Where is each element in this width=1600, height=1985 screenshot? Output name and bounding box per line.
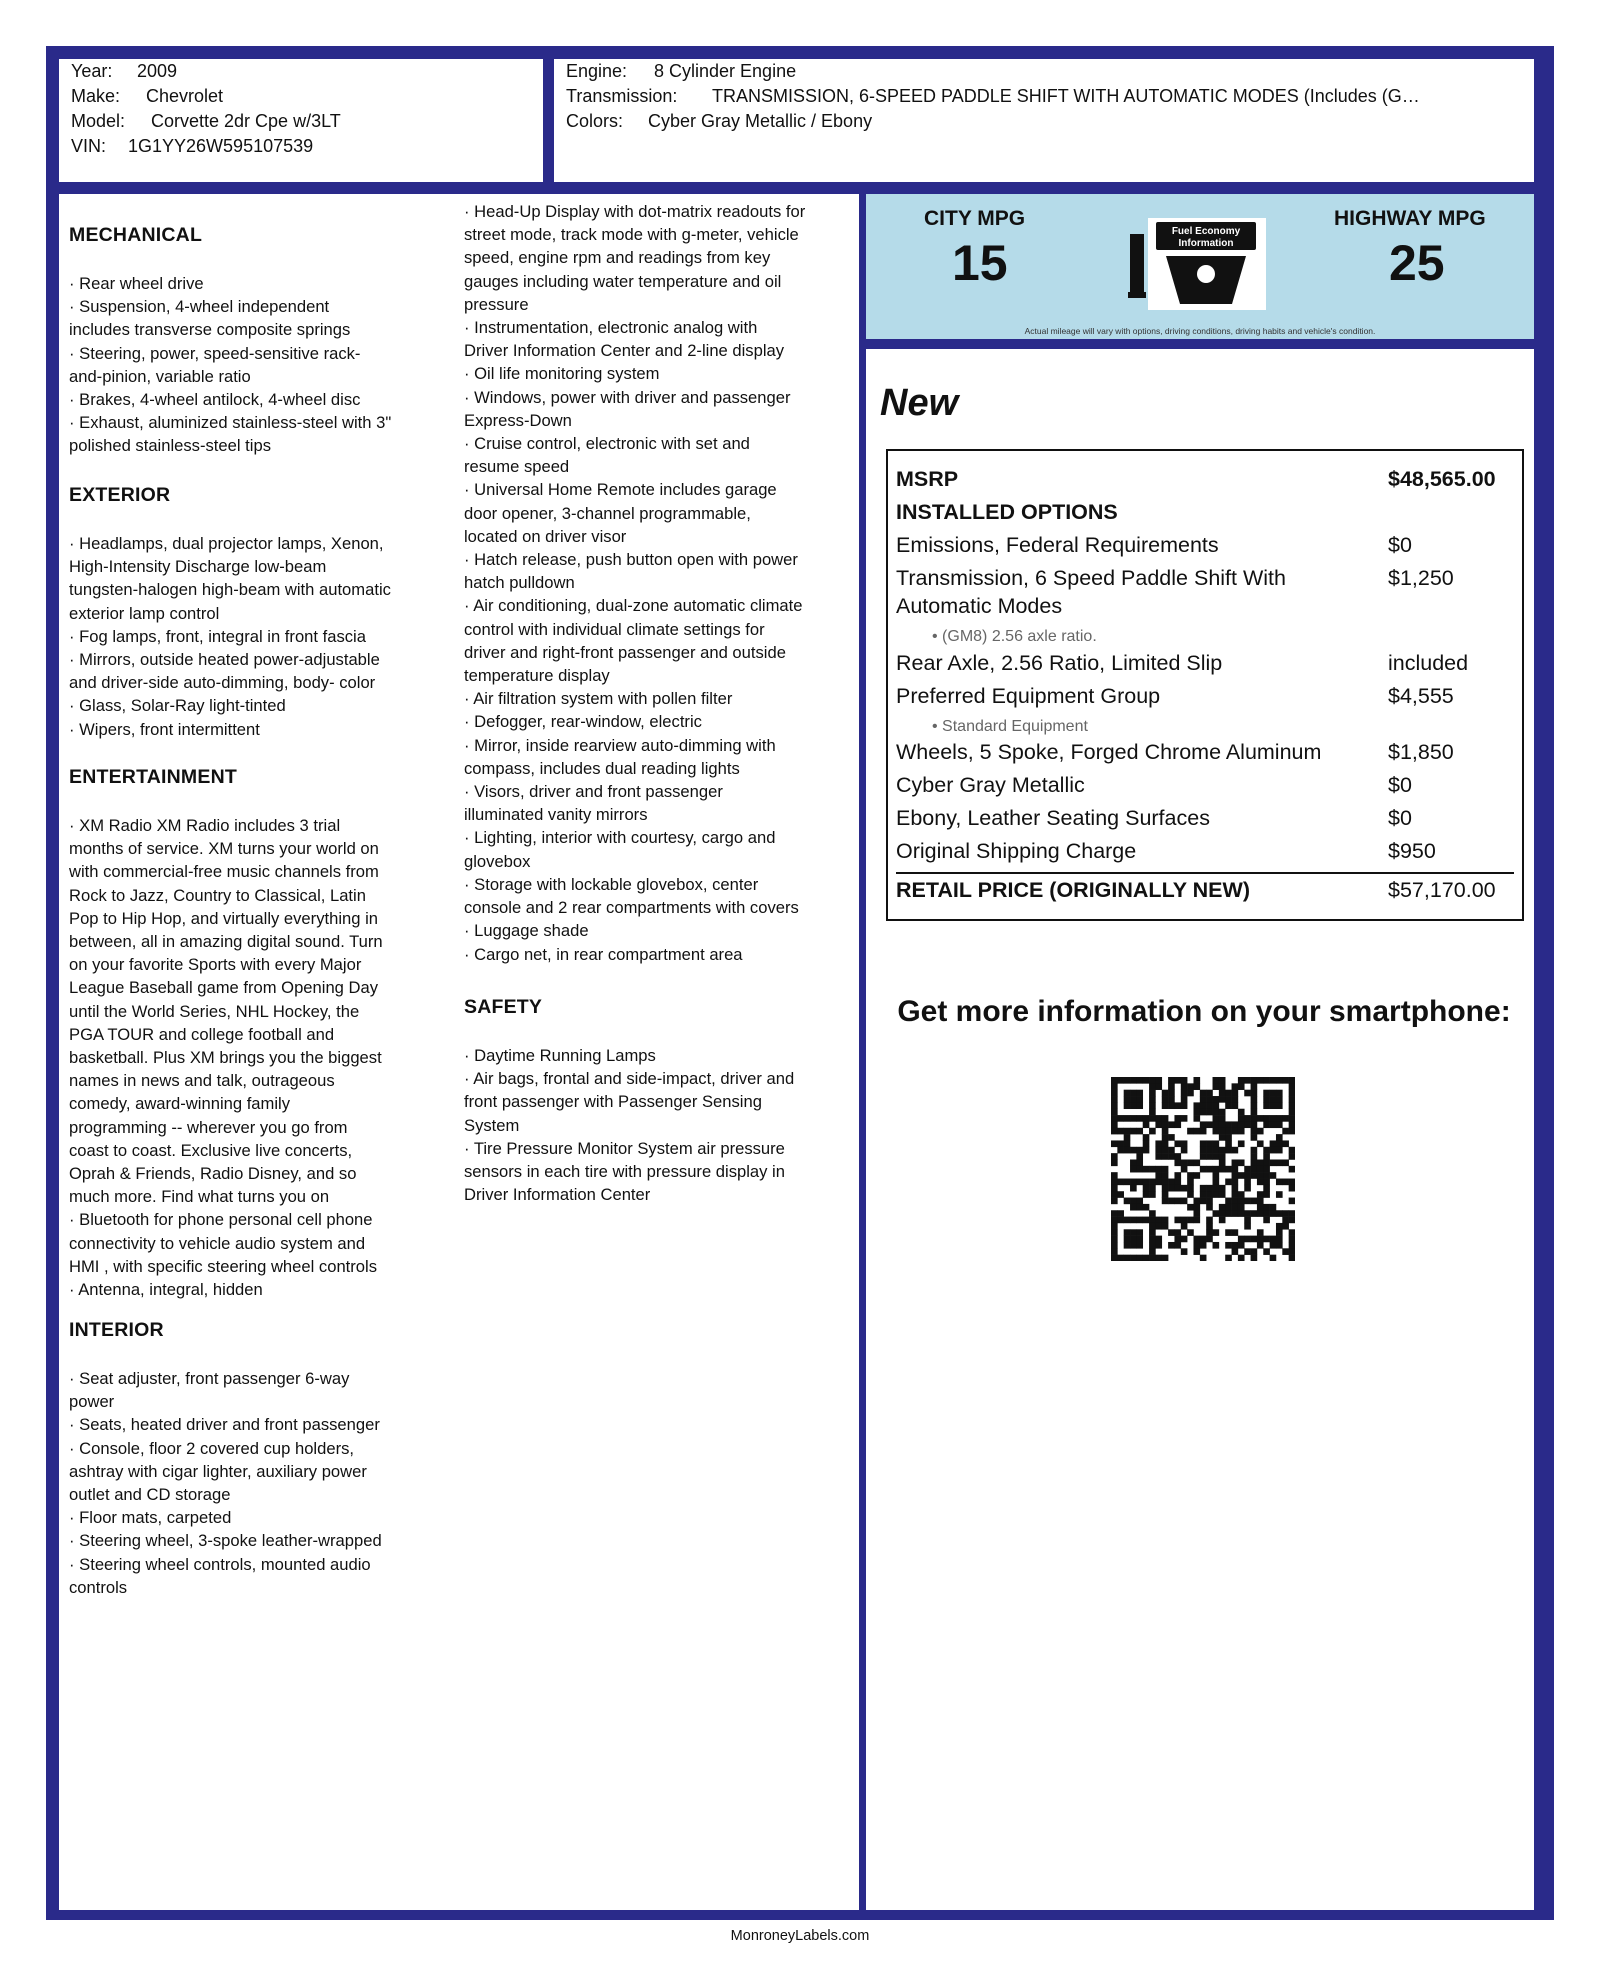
exterior-heading: EXTERIOR [69,484,171,506]
option-row: Emissions, Federal Requirements $0 [896,533,1412,557]
model-value: Corvette 2dr Cpe w/3LT [151,111,341,131]
engine-row: Engine: 8 Cylinder Engine [566,61,797,81]
city-mpg-label: CITY MPG [924,207,1026,230]
vin-row: VIN: 1G1YY26W595107539 [71,136,314,156]
mechanical-list: · Rear wheel drive · Suspension, 4-wheel independent includes transverse composite springs · Steering, power, speed-sensitive rack- and-pinion, variable ratio · Brakes, 4-wheel antilock, 4-wheel disc · Exhaust, aluminized stainless-steel with 3" polished stainless-steel tips [69,274,392,456]
installed-options-heading: INSTALLED OPTIONS [896,500,1118,524]
smartphone-heading: Get more information on your smartphone: [897,995,1511,1028]
colors-row: Colors: Cyber Gray Metallic / Ebony [566,111,873,131]
msrp-row: MSRP $48,565.00 [896,467,1496,491]
vin-value: 1G1YY26W595107539 [128,136,314,156]
mechanical-heading: MECHANICAL [69,224,203,246]
engine-value: 8 Cylinder Engine [654,61,797,81]
year-value: 2009 [137,61,178,81]
price-table [886,449,1524,921]
exterior-list: · Headlamps, dual projector lamps, Xenon, High-Intensity Discharge low-beam tungsten-halogen high-beam with automatic exterior lamp control · Fog lamps, front, integral in front fascia · Mirrors, outside heated power-adjustable and driver-side auto-dimming, body- color · Glass, Solar-Ray light-tinted · Wipers, front intermittent [69,534,391,739]
mileage-disclaimer: Actual mileage will vary with options, driving conditions, driving habits and vehicle's condition. [1024,326,1376,336]
option-row: Cyber Gray Metallic $0 [896,773,1412,797]
option-sub-note: • (GM8) 2.56 axle ratio. [932,628,1097,645]
option-row: Transmission, 6 Speed Paddle Shift With $1,250 [896,566,1454,590]
msrp-value: $48,565.00 [1388,467,1496,491]
model-row: Model: Corvette 2dr Cpe w/3LT [71,111,341,131]
fuel-pump-icon [1128,214,1268,314]
interior-list: · Seat adjuster, front passenger 6-way power · Seats, heated driver and front passenger · Console, floor 2 covered cup holders, ashtray with cigar lighter, auxiliary power outlet and CD storage · Floor mats, carpeted · Steering wheel, 3-spoke leather-wrapped · Steering wheel controls, mounted audio controls [69,1369,382,1597]
standard-features-panel [59,194,859,1910]
fuel-economy-panel [866,194,1534,339]
retail-price-value: $57,170.00 [1388,878,1496,902]
highway-mpg-value: 25 [1389,235,1445,291]
highway-mpg-label: HIGHWAY MPG [1334,207,1486,230]
option-row: Preferred Equipment Group $4,555 [896,684,1454,708]
total-divider [896,872,1514,874]
badge-line-2: Information [1178,238,1234,249]
vehicle-identity-box [59,59,543,182]
option-row: Original Shipping Charge $950 [896,839,1436,863]
make-value: Chevrolet [146,86,224,106]
safety-list: · Daytime Running Lamps · Air bags, frontal and side-impact, driver and front passenger with Passenger Sensing System · Tire Pressure Monitor System air pressure sensors in each tire with pressure display in Driver Information Center [464,1046,795,1205]
option-sub-note: • Standard Equipment [932,718,1088,735]
transmission-row: Transmission: TRANSMISSION, 6-SPEED PADDLE SHIFT WITH AUTOMATIC MODES (Includes (G… [566,86,1420,106]
vehicle-specs-box [554,59,1534,182]
transmission-value: TRANSMISSION, 6-SPEED PADDLE SHIFT WITH AUTOMATIC MODES (Includes (G… [712,86,1420,106]
colors-value: Cyber Gray Metallic / Ebony [648,111,873,131]
entertainment-heading: ENTERTAINMENT [69,766,237,788]
condition-label: New [880,382,959,424]
badge-line-1: Fuel Economy [1171,226,1241,237]
qr-code-icon[interactable] [1111,1077,1295,1261]
year-row: Year: 2009 [71,61,178,81]
entertainment-list: · XM Radio XM Radio includes 3 trial months of service. XM turns your world on with commercial-free music channels from Rock to Jazz, Country to Classical, Latin Pop to Hip Hop, and virtually everything in between, all in amazing digital sound. Turn on your favorite Sports with every Major League Baseball game from Opening Day until the World Series, NHL Hockey, the PGA TOUR and college football and basketball. Plus XM brings you the biggest names in news and talk, outrageous comedy, award-winning family programming -- wherever you go from coast to coast. Exclusive live concerts, Oprah & Friends, Radio Disney, and so much more. Find what turns you on · Bluetooth for phone personal cell phone connectivity to vehicle audio system and HMI , with specific steering wheel controls · Antenna, integral, hidden [69,816,383,1300]
footer-site: MonroneyLabels.com [730,1928,870,1944]
option-row: Rear Axle, 2.56 Ratio, Limited Slip included [896,651,1469,675]
retail-price-row: RETAIL PRICE (ORIGINALLY NEW) $57,170.00 [896,878,1496,902]
option-row: Wheels, 5 Spoke, Forged Chrome Aluminum $1,850 [896,740,1454,764]
option-row: Ebony, Leather Seating Surfaces $0 [896,806,1412,830]
safety-heading: SAFETY [464,996,543,1018]
option-row-continued: Automatic Modes [896,594,1063,618]
city-mpg-value: 15 [952,235,1008,291]
interior-heading: INTERIOR [69,1319,164,1341]
interior-continued-list: · Head-Up Display with dot-matrix readouts for street mode, track mode with g-meter, vehicle speed, engine rpm and readings from key gauges including water temperature and oil pressure · Instrumentation, electronic analog with Driver Information Center and 2-line display · Oil life monitoring system · Windows, power with driver and passenger Express-Down · Cruise control, electronic with set and resume speed · Universal Home Remote includes garage door opener, 3-channel programmable, located on driver visor · Hatch release, push button open with power hatch pulldown · Air conditioning, dual-zone automatic climate control with individual climate settings for driver and right-front passenger and outside temperature display · Air filtration system with pollen filter · Defogger, rear-window, electric · Mirror, inside rearview auto-dimming with compass, includes dual reading lights · Visors, driver and front passenger illuminated vanity mirrors · Lighting, interior with courtesy, cargo and glovebox · Storage with lockable glovebox, center console and 2 rear compartments with covers · Luggage shade · Cargo net, in rear compartment area [464,202,806,964]
make-row: Make: Chevrolet [71,86,224,106]
